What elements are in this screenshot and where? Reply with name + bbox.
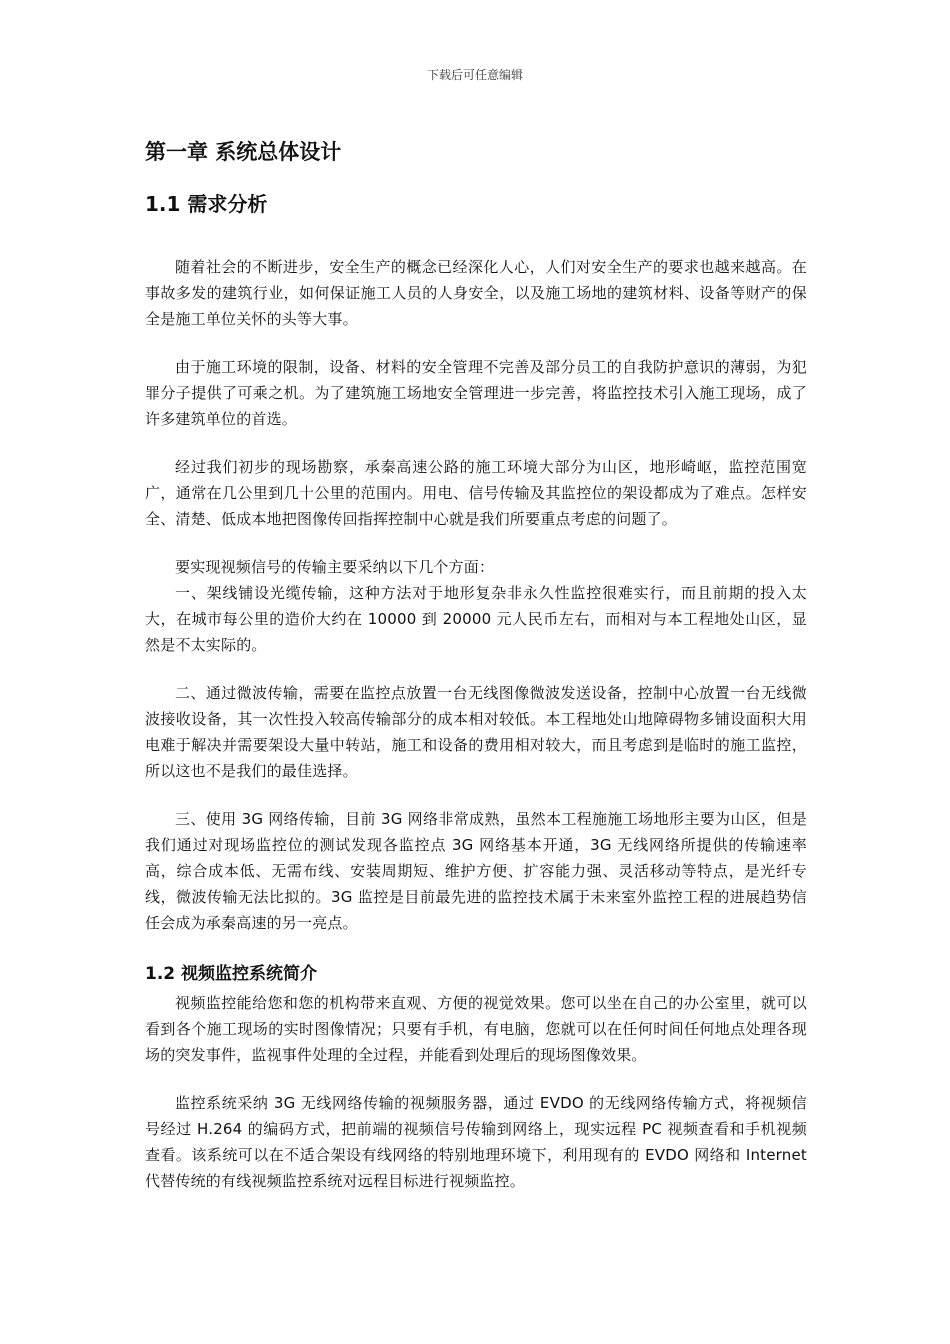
spacer [145, 332, 807, 354]
spacer [145, 432, 807, 454]
paragraph: 二、通过微波传输，需要在监控点放置一台无线图像微波发送设备，控制中心放置一台无线微波接收设备，其一次性投入较高传输部分的成本相对较低。本工程地处山地障碍物多铺设面积大用电难于解决并需要架设大量中转站，施工和设备的费用相对较大，而且考虑到是临时的施工监控，所以这也不是我们的最佳选择。 [145, 684, 807, 780]
paragraph: 经过我们初步的现场勘察，承秦高速公路的施工环境大部分为山区，地形崎岖，监控范围宽广，通常在几公里到几十公里的范围内。用电、信号传输及其监控位的架设都成为了难点。怎样安全、清楚、低成本地把图像传回指挥控制中心就是我们所要重点考虑的问题了。 [145, 458, 807, 528]
paragraph: 一、架线铺设光缆传输，这种方法对于地形复杂非永久性监控很难实行，而且前期的投入太大，在城市每公里的造价大约在 10000 到 20000 元人民币左右，而相对与本工程地处山区，显然是不太实际的。 [145, 584, 807, 654]
page-header-note: 下载后可任意编辑 [426, 68, 523, 82]
paragraph: 三、使用 3G 网络传输，目前 3G 网络非常成熟，虽然本工程施施工场地形主要为山区，但是我们通过对现场监控位的测试发现各监控点 3G 网络基本开通，3G 无线网络所提供的传输速率高，综合成本低、无需布线、安装周期短、维护方便、扩容能力强、灵活移动等特点，是光纤专线，微波传输无法比拟的。3G 监控是目前最先进的监控技术属于未来室外监控工程的进展趋势信任会成为承秦高速的另一亮点。 [145, 810, 807, 932]
spacer [145, 936, 807, 958]
paragraph: 视频监控能给您和您的机构带来直观、方便的视觉效果。您可以坐在自己的办公室里，就可以看到各个施工现场的实时图像情况；只要有手机，有电脑，您就可以在任何时间任何地点处理各现场的突发事件，监视事件处理的全过程，并能看到处理后的现场图像效果。 [145, 994, 807, 1064]
spacer [145, 532, 807, 554]
spacer [145, 1068, 807, 1090]
paragraph: 监控系统采纳 3G 无线网络传输的视频服务器，通过 EVDO 的无线网络传输方式，将视频信号经过 H.264 的编码方式，把前端的视频信号传输到网络上，现实远程 PC 视频查看和手机视频查看。该系统可以在不适合架设有线网络的特别地理环境下，利用现有的 EVDO 网络和 Internet 代替传统的有线视频监控系统对远程目标进行视频监控。 [145, 1094, 807, 1190]
section-title-1-2: 1.2 视频监控系统简介 [145, 964, 318, 984]
chapter-title: 第一章 系统总体设计 [145, 140, 342, 164]
paragraph: 要实现视频信号的传输主要采纳以下几个方面： [175, 558, 495, 576]
spacer [145, 784, 807, 806]
section-title-1-1: 1.1 需求分析 [145, 192, 268, 216]
paragraph: 由于施工环境的限制，设备、材料的安全管理不完善及部分员工的自我防护意识的薄弱，为犯罪分子提供了可乘之机。为了建筑施工场地安全管理进一步完善，将监控技术引入施工现场，成了许多建筑单位的首选。 [145, 358, 807, 428]
spacer [145, 658, 807, 680]
spacer [145, 220, 807, 254]
paragraph: 随着社会的不断进步，安全生产的概念已经深化人心，人们对安全生产的要求也越来越高。在事故多发的建筑行业，如何保证施工人员的人身安全，以及施工场地的建筑材料、设备等财产的保全是施工单位关怀的头等大事。 [145, 258, 807, 328]
document-body [145, 136, 807, 1194]
